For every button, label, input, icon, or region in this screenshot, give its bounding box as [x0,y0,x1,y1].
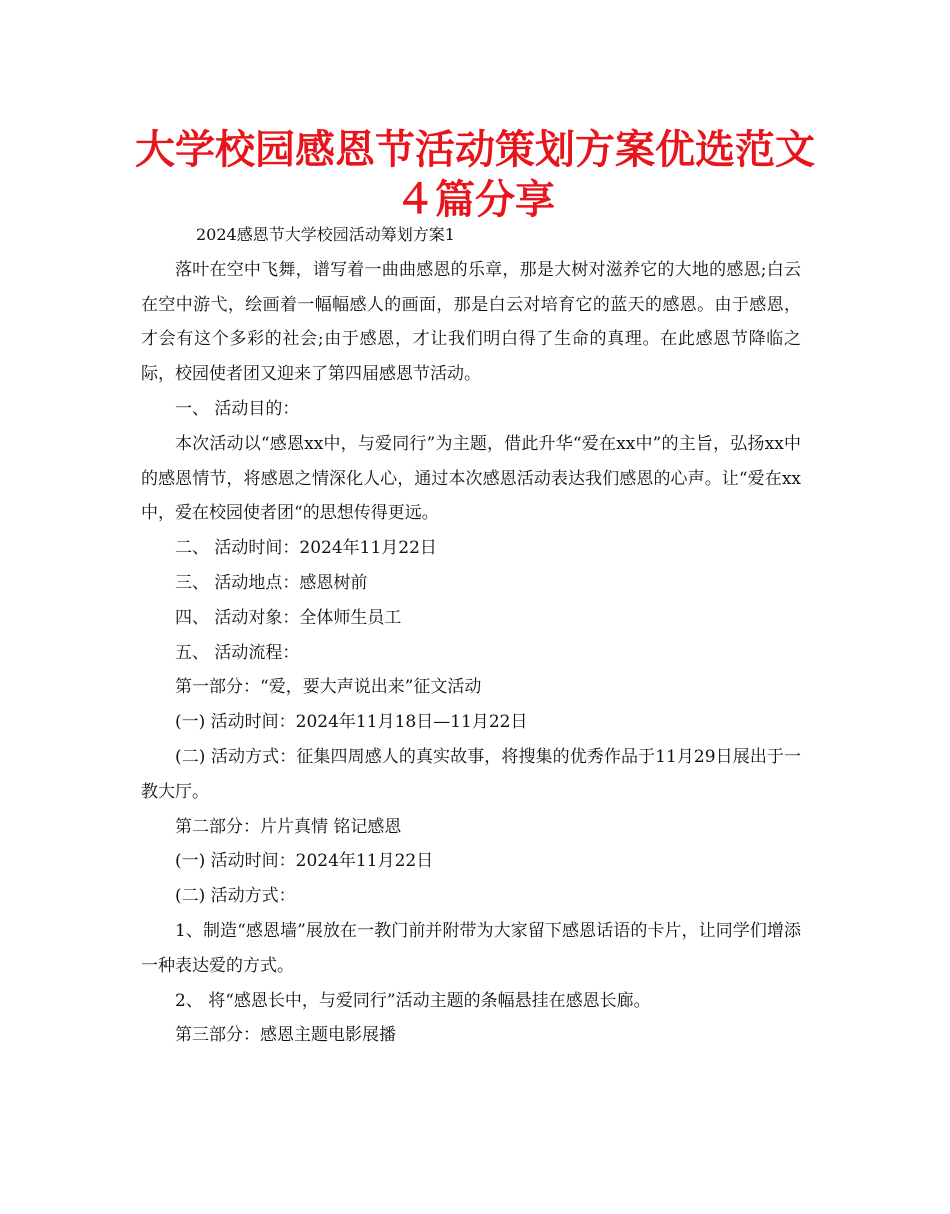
paragraph-intro: 落叶在空中飞舞，谱写着一曲曲感恩的乐章，那是大树对滋养它的大地的感恩;白云在空中游弋，绘画着一幅幅感人的画面，那是白云对培育它的蓝天的感恩。由于感恩，才会有这个多彩的社会;由于感恩，才让我们明白得了生命的真理。在此感恩节降临之际，校园使者团又迎来了第四届感恩节活动。 [141,259,801,385]
paragraph-purpose: 本次活动以“感恩xx中，与爱同行”为主题，借此升华“爱在xx中”的主旨，弘扬xx中的感恩情节，将感恩之情深化人心，通过本次感恩活动表达我们感恩的心声。让“爱在xx中，爱在校园使者团“的思想传得更远。 [141,433,801,524]
paragraph-part-one-method: (二) 活动方式：征集四周感人的真实故事，将搜集的优秀作品于11月29日展出于一教大厅。 [141,746,801,802]
paragraph-part-two-method: (二) 活动方式： [175,886,296,907]
paragraph-part-three: 第三部分：感恩主题电影展播 [175,1025,396,1046]
paragraph-part-one-time: (一) 活动时间：2024年11月18日—11月22日 [175,712,528,733]
document-subtitle: 2024感恩节大学校园活动筹划方案1 [196,225,455,244]
paragraph-purpose-heading: 一、 活动目的： [175,398,300,419]
paragraph-time: 二、 活动时间：2024年11月22日 [175,538,437,559]
document-body [141,218,801,1053]
paragraph-method-item-1: 1、制造“感恩墙”展放在一教门前并附带为大家留下感恩话语的卡片，让同学们增添一种表达爱的方式。 [141,920,801,976]
paragraph-method-item-2: 2、 将“感恩长中，与爱同行”活动主题的条幅悬挂在感恩长廊。 [175,990,651,1011]
paragraph-location: 三、 活动地点：感恩树前 [175,572,368,593]
paragraph-part-two: 第二部分：片片真情 铭记感恩 [175,816,402,837]
paragraph-process-heading: 五、 活动流程： [175,642,300,663]
paragraph-audience: 四、 活动对象：全体师生员工 [175,607,402,628]
paragraph-part-one: 第一部分：“爱，要大声说出来”征文活动 [175,677,482,698]
document-title: 大学校园感恩节活动策划方案优选范文４篇分享 [135,127,815,223]
paragraph-part-two-time: (一) 活动时间：2024年11月22日 [175,851,434,872]
